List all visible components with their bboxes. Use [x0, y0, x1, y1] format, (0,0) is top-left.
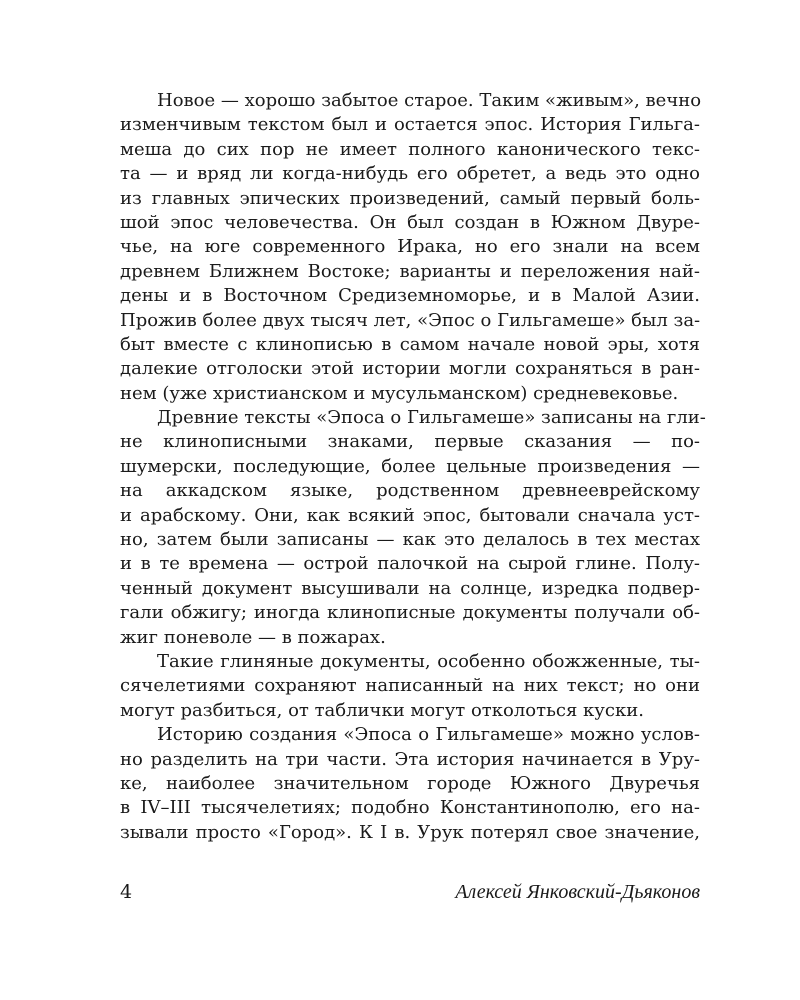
text-line: Новое — хорошо забытое старое. Таким «живым», вечно	[157, 90, 702, 111]
text-line: Такие глиняные документы, особенно обожженные, ты-	[157, 650, 700, 672]
text-line: быт вместе с клинописью в самом начале новой эры, хотя	[120, 333, 700, 355]
running-footer-author: Алексей Янковский-Дьяконов	[455, 881, 700, 903]
text-line: зывали просто «Город». К I в. Урук потерял свое значение,	[120, 821, 700, 843]
text-line: шумерски, последующие, более цельные произведения —	[120, 455, 700, 477]
text-line: та — и вряд ли когда-нибудь его обретет, а ведь это одно	[120, 163, 700, 185]
page-number: 4	[120, 881, 133, 903]
text-line: сячелетиями сохраняют написанный на них текст; но они	[120, 675, 700, 697]
text-line: в IV–III тысячелетиях; подобно Константинополю, его на-	[120, 797, 700, 819]
text-line: и арабскому. Они, как всякий эпос, бытовали сначала уст-	[120, 504, 700, 526]
text-line: и в те времена — острой палочкой на сырой глине. Полу-	[120, 553, 700, 575]
text-line: нем (уже христианском и мусульманском) средневековье.	[120, 382, 679, 404]
text-line: Историю создания «Эпоса о Гильгамеше» можно услов-	[157, 724, 700, 746]
page-footer	[120, 876, 700, 908]
text-line: меша до сих пор не имеет полного канонического текс-	[120, 138, 700, 160]
text-line: но разделить на три части. Эта история начинается в Уру-	[120, 748, 700, 770]
text-line: ченный документ высушивали на солнце, изредка подвер-	[120, 577, 700, 599]
paragraph-4	[120, 723, 700, 845]
text-line: на аккадском языке, родственном древнееврейскому	[120, 480, 700, 502]
text-line: ке, наиболее значительном городе Южного Двуречья	[120, 772, 700, 794]
text-line: изменчивым текстом был и остается эпос. История Гильга-	[120, 114, 700, 136]
text-line: Прожив более двух тысяч лет, «Эпос о Гильгамеше» был за-	[120, 309, 701, 331]
text-line: древнем Ближнем Востоке; варианты и переложения най-	[120, 260, 700, 282]
text-line: гали обжигу; иногда клинописные документы получали об-	[120, 602, 700, 624]
paragraph-1	[120, 89, 700, 406]
text-line: далекие отголоски этой истории могли сохраняться в ран-	[120, 358, 700, 380]
text-line: из главных эпических произведений, самый первый боль-	[120, 187, 700, 209]
text-line: но, затем были записаны — как это делалось в тех местах	[120, 529, 700, 551]
text-line: Древние тексты «Эпоса о Гильгамеше» записаны на гли-	[157, 407, 706, 429]
text-line: дены и в Восточном Средиземноморье, и в Малой Азии.	[120, 285, 700, 307]
text-line: не клинописными знаками, первые сказания — по-	[120, 431, 700, 453]
text-line: могут разбиться, от таблички могут отколоться куски.	[120, 699, 644, 721]
text-line: шой эпос человечества. Он был создан в Южном Двуре-	[120, 211, 700, 233]
text-line: жиг поневоле — в пожарах.	[120, 626, 386, 648]
paragraph-2	[120, 406, 706, 650]
text-line: чье, на юге современного Ирака, но его знали на всем	[120, 236, 700, 258]
body-text	[120, 89, 706, 845]
paragraph-3	[120, 650, 700, 723]
